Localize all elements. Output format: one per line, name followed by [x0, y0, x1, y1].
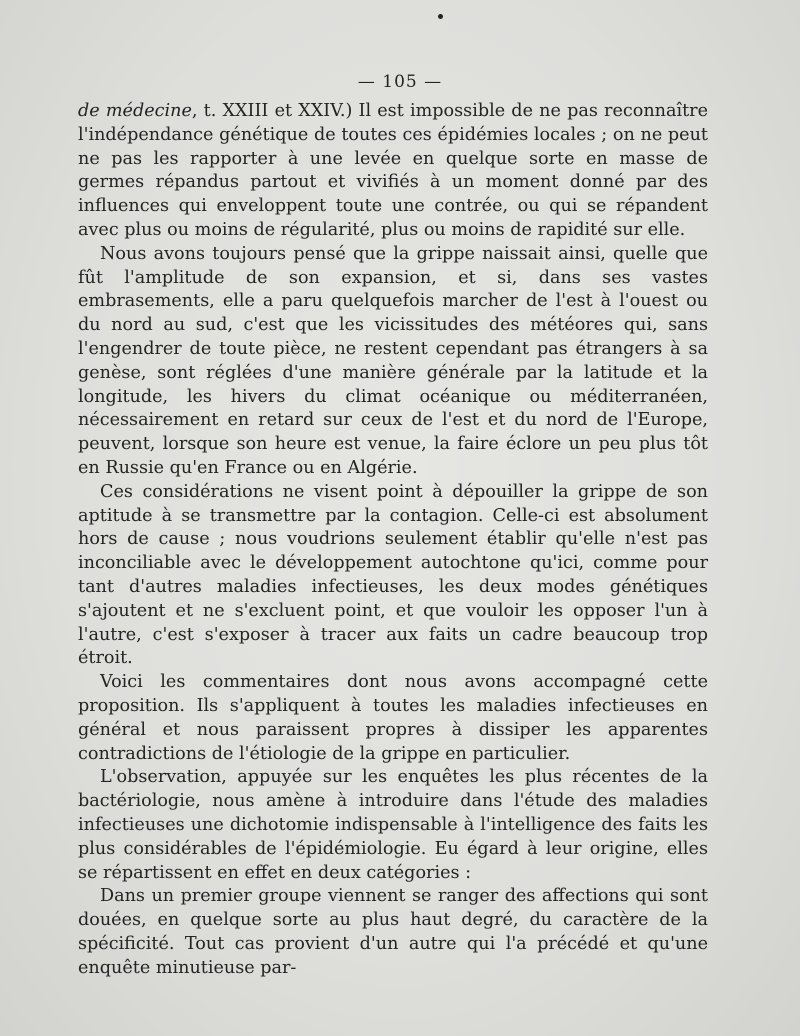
ink-speck: [438, 14, 443, 19]
italic-citation: de médecine: [78, 101, 192, 121]
paragraph-2: Nous avons toujours pensé que la grippe naissait ainsi, quelle que fût l'amplitude de son expansion, et si, dans ses vastes embrasements, elle a paru quelquefois marcher de l'est à l'ouest ou du nord au sud, c'est que les vicissitudes des météores qui, sans l'engendrer de toute pièce, ne restent cependant pas étrangers à sa genèse, sont réglées d'une manière générale par la latitude et la longitude, les hivers du climat océanique ou méditerranéen, nécessairement en retard sur ceux de l'est et du nord de l'Europe, peuvent, lorsque son heure est venue, la faire éclore un peu plus tôt en Russie qu'en France ou en Algérie.: [78, 243, 708, 478]
paragraph-3: Ces considérations ne visent point à dépouiller la grippe de son aptitude à se transmettre par la contagion. Celle-ci est absolument hors de cause ; nous voudrions seulement établir qu'elle n'est pas inconciliable avec le développement autochtone qu'ici, comme pour tant d'autres maladies infectieuses, les deux modes génétiques s'ajoutent et ne s'excluent point, et que vouloir les opposer l'un à l'autre, c'est s'exposer à tracer aux faits un cadre beaucoup trop étroit.: [78, 481, 708, 669]
paragraph-4: Voici les commentaires dont nous avons accompagné cette proposition. Ils s'appliquent à toutes les maladies infectieuses en général et nous paraissent propres à dissiper les apparentes contradictions de l'étiologie de la grippe en particulier.: [78, 672, 708, 764]
paragraph-5: L'observation, appuyée sur les enquêtes les plus récentes de la bactériologie, nous amène à introduire dans l'étude des maladies infectieuses une dichotomie indispensable à l'intelligence des faits les plus considérables de l'épidémiologie. Eu égard à leur origine, elles se répartissent en effet en deux catégories :: [78, 767, 708, 883]
body-text: [78, 100, 708, 980]
paragraph-1: [78, 100, 708, 243]
paragraph-6: Dans un premier groupe viennent se ranger des affections qui sont douées, en quelque sorte au plus haut degré, du caractère de la spécificité. Tout cas provient d'un autre qui l'a précédé et qu'une enquête minutieuse par-: [78, 886, 708, 978]
paragraph-1-text: , t. XXIII et XXIV.) Il est impossible de ne pas reconnaître l'indépendance génétique de toutes ces épidémies locales ; on ne peut ne pas les rapporter à une levée en quelque sorte en masse de germes répandus partout et vivifiés à un moment donné par des influences qui enveloppent toute une contrée, ou qui se répandent avec plus ou moins de régularité, plus ou moins de rapidité sur elle.: [78, 101, 708, 240]
page-number: — 105 —: [357, 72, 443, 92]
